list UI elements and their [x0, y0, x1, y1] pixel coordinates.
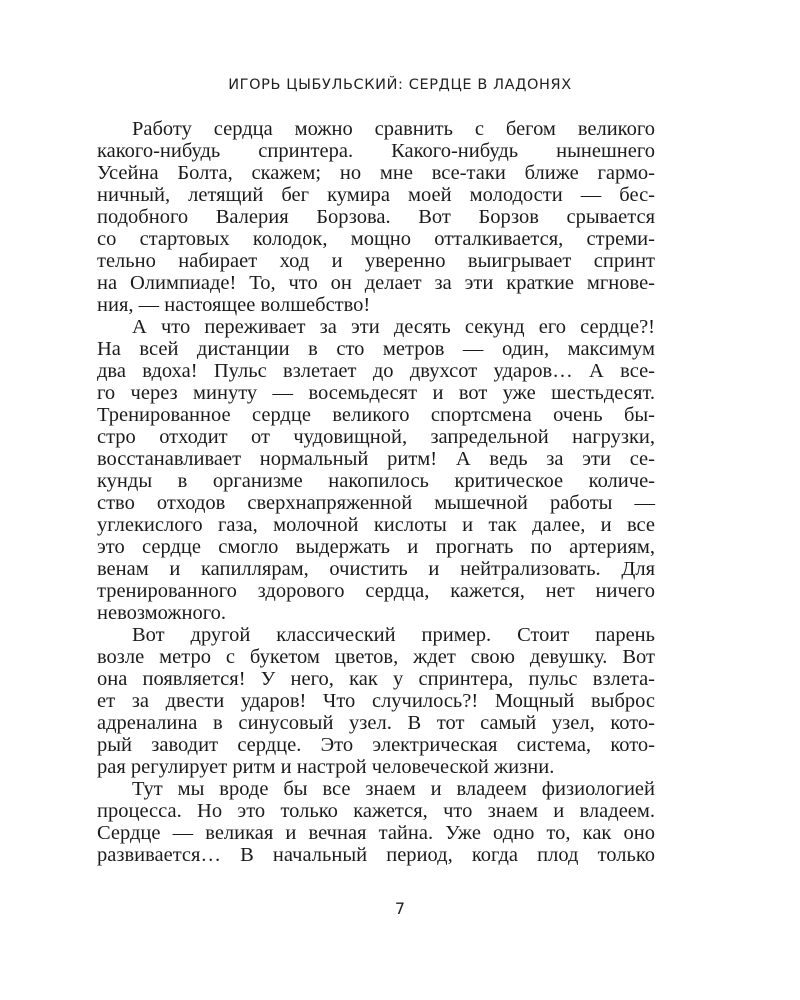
text-line: Тут мы вроде бы все знаем и владеем физиологией	[132, 778, 655, 800]
text-line: ния, — настоящее волшебство!	[97, 294, 371, 316]
text-line: Усейна Болта, скажем; но мне все-таки ближе гармо-	[97, 162, 655, 184]
text-line: на Олимпиаде! То, что он делает за эти краткие мгнове-	[97, 272, 655, 294]
text-line: невозможного.	[97, 602, 227, 624]
text-line: А что переживает за эти десять секунд его сердце?!	[132, 316, 655, 338]
text-line: со стартовых колодок, мощно отталкивается, стреми-	[97, 228, 655, 250]
text-line: Тренированное сердце великого спортсмена очень бы-	[97, 404, 655, 426]
text-line: го через минуту — восемьдесят и вот уже шестьдесят.	[97, 382, 655, 404]
text-line: рый заводит сердце. Это электрическая система, кото-	[97, 734, 655, 756]
text-line: подобного Валерия Борзова. Вот Борзов срывается	[97, 206, 655, 228]
text-line: Работу сердца можно сравнить с бегом великого	[132, 118, 655, 140]
page-number: 7	[394, 899, 406, 918]
text-line: развивается… В начальный период, когда плод только	[97, 844, 655, 866]
text-line: кунды в организме накопилось критическое количе-	[97, 470, 655, 492]
running-header: ИГОРЬ ЦЫБУЛЬСКИЙ: СЕРДЦЕ В ЛАДОНЯХ	[228, 77, 572, 93]
text-line: ство отходов сверхнапряженной мышечной работы —	[97, 492, 655, 514]
text-line: какого-нибудь спринтера. Какого-нибудь нынешнего	[97, 140, 655, 162]
text-line: тельно набирает ход и уверенно выигрывает спринт	[97, 250, 655, 272]
text-line: восстанавливает нормальный ритм! А ведь за эти се-	[97, 448, 655, 470]
body-text	[97, 118, 655, 866]
text-line: На всей дистанции в сто метров — один, максимум	[97, 338, 655, 360]
text-line: два вдоха! Пульс взлетает до двухсот ударов… А все-	[97, 360, 655, 382]
text-line: углекислого газа, молочной кислоты и так далее, и все	[97, 514, 655, 536]
text-line: тренированного здорового сердца, кажется, нет ничего	[97, 580, 655, 602]
text-line: адреналина в синусовый узел. В тот самый узел, кото-	[97, 712, 655, 734]
text-line: Вот другой классический пример. Стоит парень	[132, 624, 655, 646]
text-line: Сердце — великая и вечная тайна. Уже одно то, как оно	[97, 822, 655, 844]
text-line: венам и капиллярам, очистить и нейтрализовать. Для	[97, 558, 655, 580]
text-line: процесса. Но это только кажется, что знаем и владеем.	[97, 800, 655, 822]
text-line: возле метро с букетом цветов, ждет свою девушку. Вот	[97, 646, 655, 668]
text-line: стро отходит от чудовищной, запредельной нагрузки,	[97, 426, 655, 448]
text-line: рая регулирует ритм и настрой человеческой жизни.	[97, 756, 555, 778]
text-line: ничный, летящий бег кумира моей молодости — бес-	[97, 184, 655, 206]
text-line: она появляется! У него, как у спринтера, пульс взлета-	[97, 668, 655, 690]
text-line: ет за двести ударов! Что случилось?! Мощный выброс	[97, 690, 655, 712]
text-line: это сердце смогло выдержать и прогнать по артериям,	[97, 536, 655, 558]
